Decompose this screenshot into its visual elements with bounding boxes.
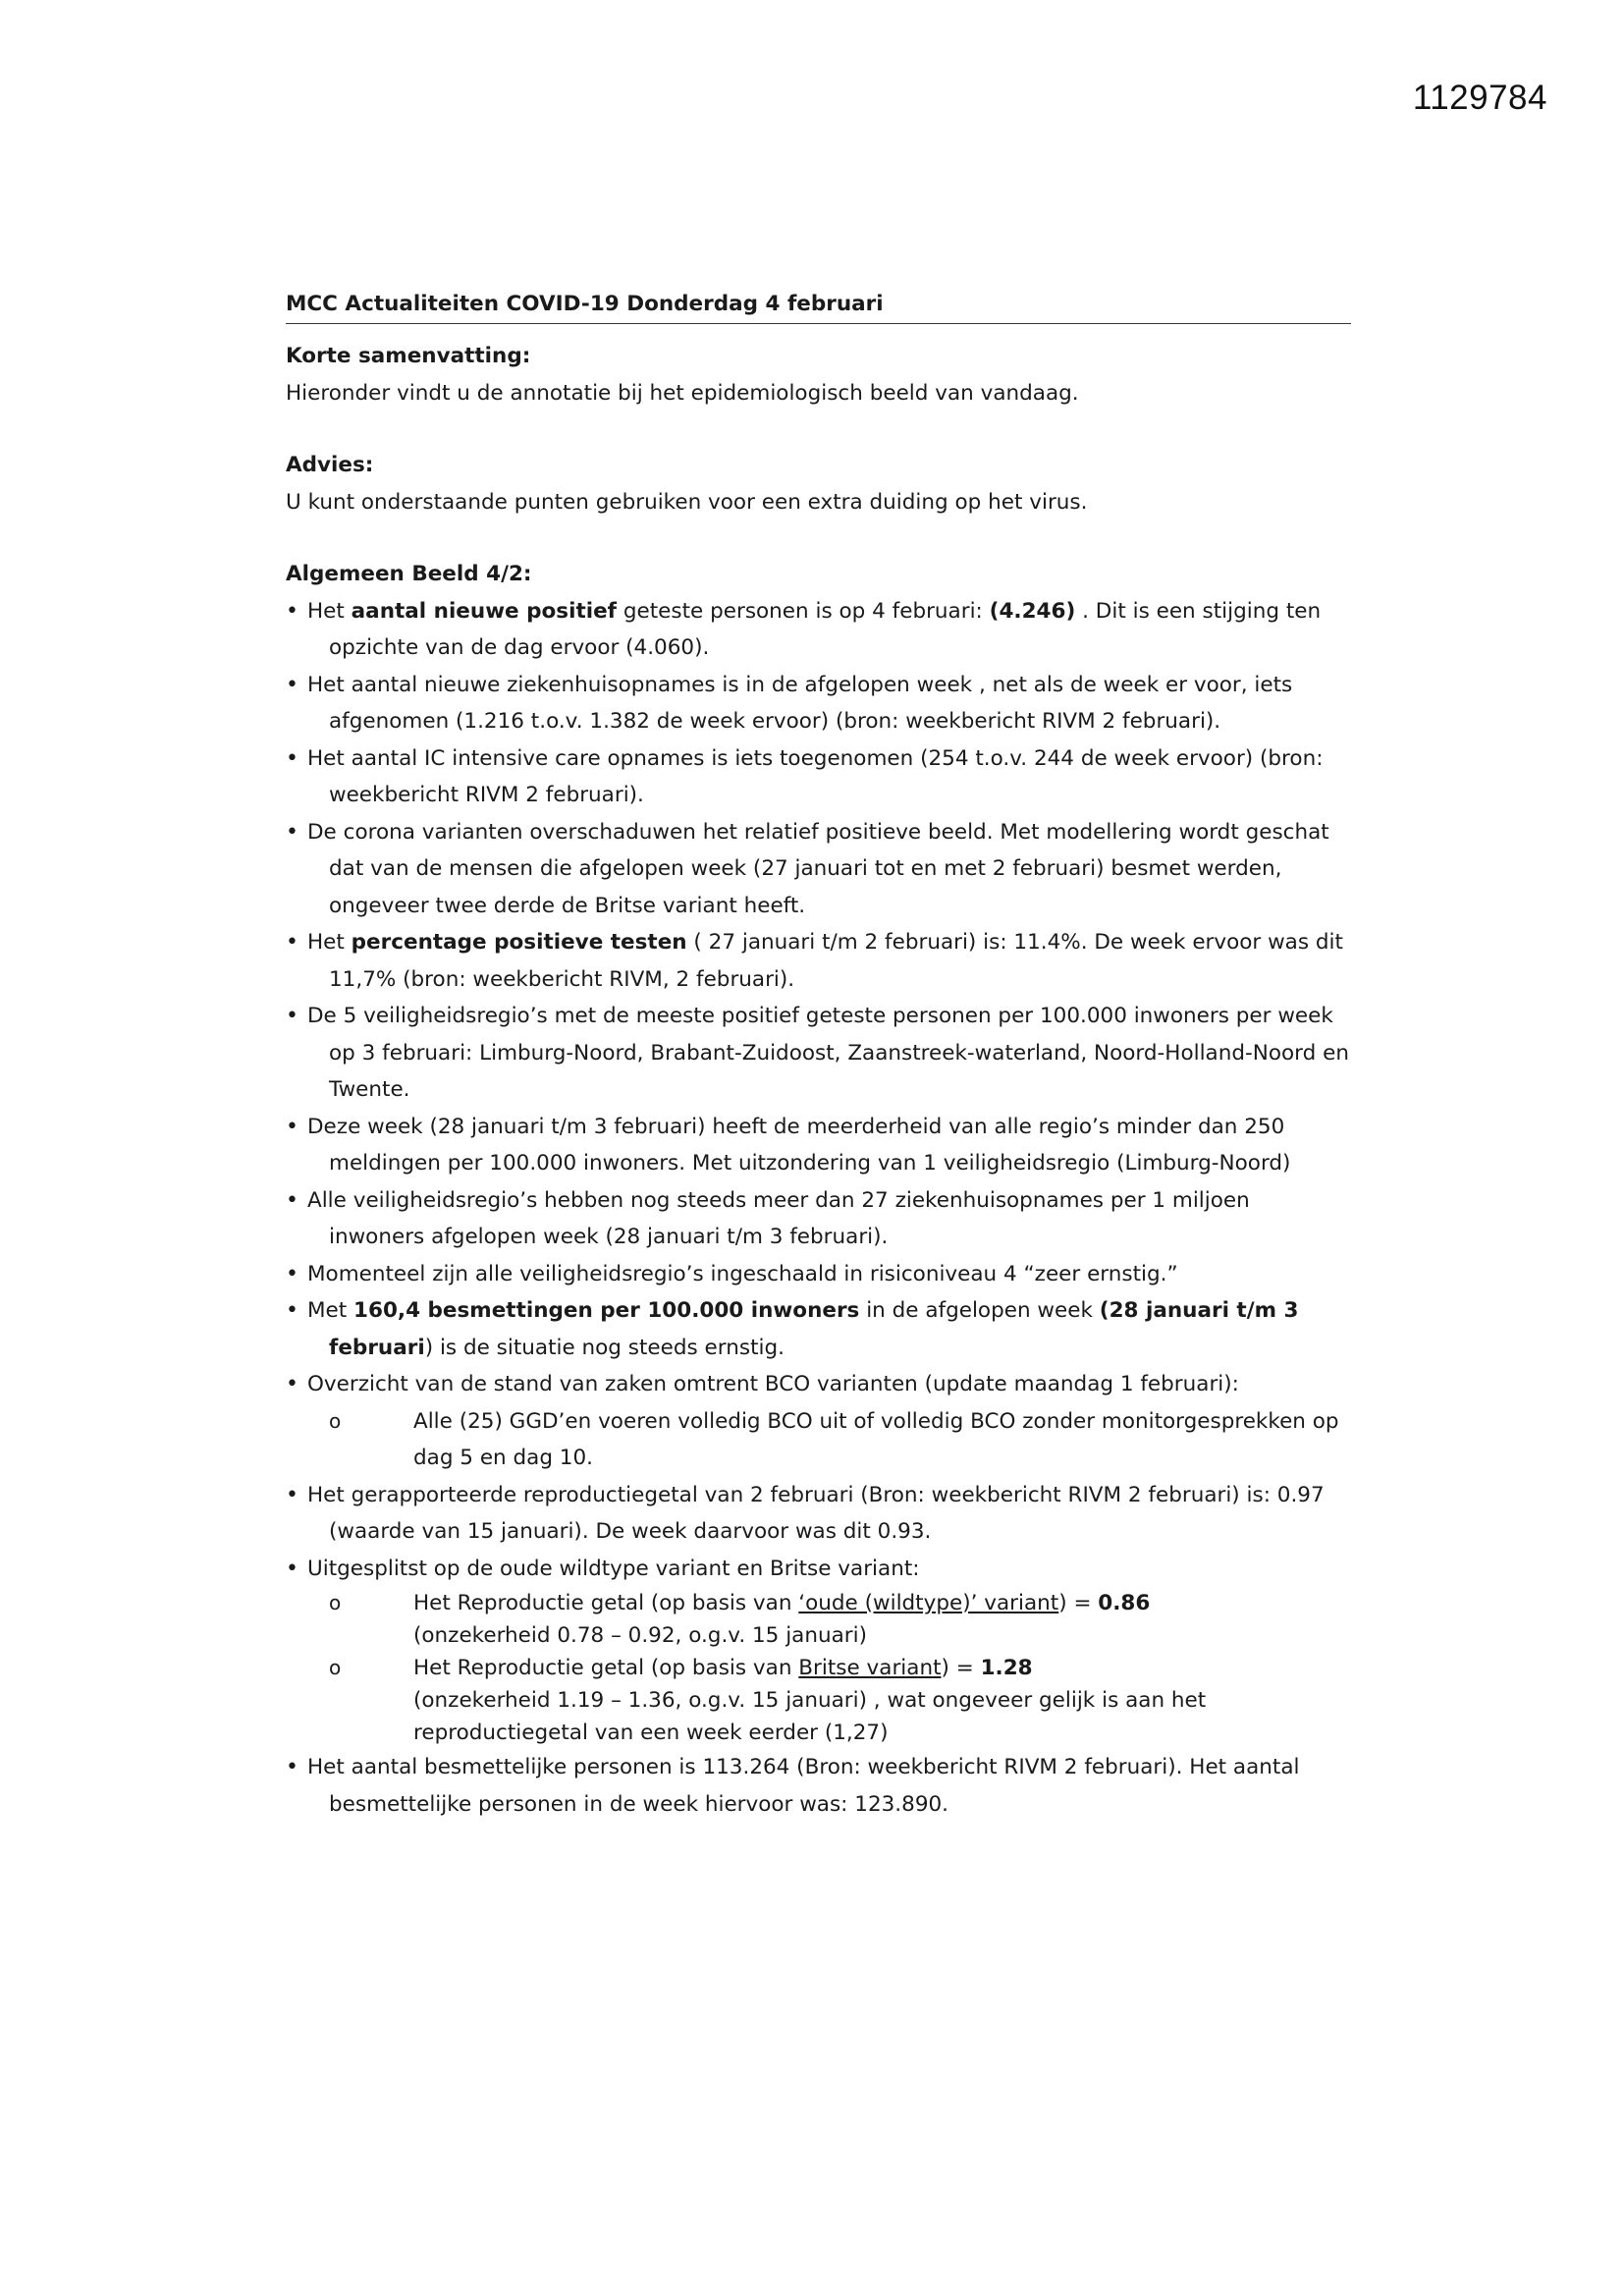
text-run — [370, 1652, 1351, 1749]
text-run: ) = — [941, 1656, 981, 1680]
text-run: Met — [307, 1298, 354, 1323]
bullet-reproduction-number: • Het gerapporteerde reproductiegetal van 2 februari (Bron: weekbericht RIVM 2 februari) is: 0.97 (waarde van 15 januari). De week daarvoor was dit 0.93. — [286, 1477, 1351, 1551]
bullet-infectious-persons: • Het aantal besmettelijke personen is 113.264 (Bron: weekbericht RIVM 2 februari). Het aantal besmettelijke personen in de week hiervoor was: 123.890. — [286, 1749, 1351, 1823]
underlined-run: ‘oude (wildtype)’ variant — [798, 1591, 1059, 1615]
bold-run: (28 januari t/m 3 februari — [329, 1298, 1299, 1360]
sub-item-wildtype — [286, 1587, 1351, 1652]
general-section — [286, 556, 1351, 1823]
document-number: 1129784 — [1412, 79, 1547, 117]
bullet-bco-overview — [286, 1366, 1351, 1477]
text-run: (onzekerheid 1.19 – 1.36, o.g.v. 15 januari) , wat ongeveer gelijk is aan het reproductiegetal van een week eerder (1,27) — [413, 1688, 1207, 1745]
text-run: in de afgelopen week — [859, 1298, 1100, 1323]
text-run: Het Reproductie getal (op basis van — [413, 1591, 799, 1615]
text-run: Uitgesplitst op de oude wildtype variant en Britse variant: — [307, 1556, 920, 1581]
bullet-variant-split — [286, 1551, 1351, 1750]
advice-heading: Advies: — [286, 453, 374, 477]
bold-run: percentage positieve testen — [351, 930, 687, 955]
text-run: . Dit is een stijging ten opzichte van de dag ervoor (4.060). — [329, 598, 1322, 660]
text-run: Alle (25) GGD’en voeren volledig BCO uit of volledig BCO zonder monitorgesprekken op dag 5 en dag 10. — [413, 1408, 1339, 1470]
bullet-infections-rate — [286, 1292, 1351, 1366]
advice-text: U kunt onderstaande punten gebruiken voor een extra duiding op het virus. — [286, 489, 1088, 515]
text-run: (onzekerheid 0.78 – 0.92, o.g.v. 15 januari) — [413, 1623, 867, 1648]
text-run: ) = — [1058, 1591, 1099, 1615]
general-heading: Algemeen Beeld 4/2: — [286, 562, 532, 586]
bullet-region-reports: • Deze week (28 januari t/m 3 februari) heeft de meerderheid van alle regio’s minder dan 250 meldingen per 100.000 inwoners. Met uitzondering van 1 veiligheidsregio (Limburg-Noord) — [286, 1109, 1351, 1182]
bco-sub-list — [329, 1403, 1351, 1477]
text-run: Het — [307, 930, 352, 955]
variant-sub-list — [329, 1587, 1351, 1749]
summary-heading: Korte samenvatting: — [286, 344, 531, 368]
text-run: Het Reproductie getal (op basis van — [413, 1656, 799, 1680]
sub-item-ggd — [286, 1403, 1351, 1477]
document-title: MCC Actualiteiten COVID-19 Donderdag 4 februari — [286, 287, 1351, 324]
bullet-risk-level: • Momenteel zijn alle veiligheidsregio’s ingeschaald in risiconiveau 4 “zeer ernstig.” — [286, 1256, 1351, 1293]
bullet-ic-admissions: • Het aantal IC intensive care opnames is iets toegenomen (254 t.o.v. 244 de week ervoor) (bron: weekbericht RIVM 2 februari). — [286, 740, 1351, 814]
summary-text: Hieronder vindt u de annotatie bij het epidemiologisch beeld van vandaag. — [286, 380, 1079, 406]
text-run: ( 27 januari t/m 2 februari) is: 11.4%. De week ervoor was dit 11,7% (bron: weekbericht RIVM, 2 februari). — [329, 930, 1343, 992]
advice-section — [286, 447, 1351, 520]
sub-item-british — [286, 1652, 1351, 1749]
text-run — [370, 1587, 1150, 1652]
general-bullet-list — [286, 593, 1351, 1824]
bullet-top-regions: • De 5 veiligheidsregio’s met de meeste positief geteste personen per 100.000 inwoners per week op 3 februari: Limburg-Noord, Brabant-Zuidoost, Zaanstreek-waterland, Noord-Holland-Noord en Twente. — [286, 998, 1351, 1109]
bullet-positive-percentage — [286, 924, 1351, 998]
text-run: ) is de situatie nog steeds ernstig. — [424, 1335, 785, 1360]
document-body — [286, 287, 1351, 1823]
bullet-variants: • De corona varianten overschaduwen het relatief positieve beeld. Met modellering wordt geschat dat van de mensen die afgelopen week (27 januari tot en met 2 februari) besmet werden, ongeveer twee derde de Britse variant heeft. — [286, 814, 1351, 925]
bold-run: aantal nieuwe positief — [351, 598, 618, 624]
underlined-run: Britse variant — [798, 1656, 942, 1680]
bold-run: 0.86 — [1098, 1591, 1151, 1615]
summary-section — [286, 338, 1351, 411]
bold-run: (4.246) — [989, 598, 1076, 624]
text-run: geteste personen is op 4 februari: — [617, 598, 990, 624]
text-run: Overzicht van de stand van zaken omtrent BCO varianten (update maandag 1 februari): — [307, 1372, 1239, 1396]
bold-run: 1.28 — [980, 1656, 1033, 1680]
bold-run: 160,4 besmettingen per 100.000 inwoners — [353, 1298, 860, 1323]
bullet-hospital-admissions: • Het aantal nieuwe ziekenhuisopnames is in de afgelopen week , net als de week er voor, iets afgenomen (1.216 t.o.v. 1.382 de week ervoor) (bron: weekbericht RIVM 2 februari). — [286, 667, 1351, 740]
bullet-new-positive — [286, 593, 1351, 667]
text-run: Het — [307, 598, 352, 624]
bullet-region-hospital: • Alle veiligheidsregio’s hebben nog steeds meer dan 27 ziekenhuisopnames per 1 miljoen inwoners afgelopen week (28 januari t/m 3 februari). — [286, 1182, 1351, 1256]
